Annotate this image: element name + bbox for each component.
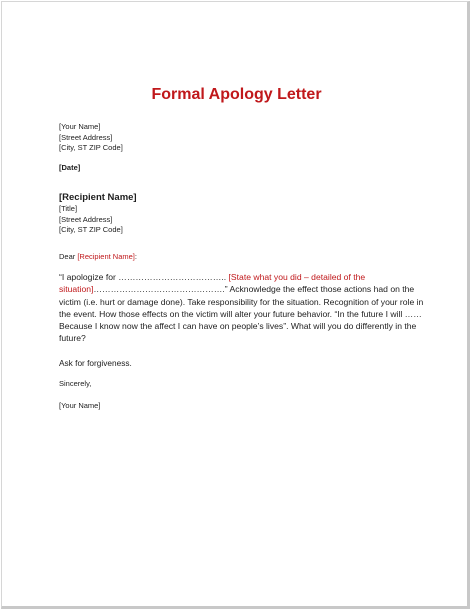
signature-name: [Your Name] [59,401,101,410]
sender-name: [Your Name] [59,122,101,131]
sender-street: [Street Address] [59,132,113,142]
page-title: Formal Apology Letter [151,86,322,103]
recipient-title: [Title] [59,204,78,213]
apology-placeholder: [State what you did – detailed of the situation] [59,272,366,295]
closing: Sincerely, [59,379,92,388]
salutation-colon: : [134,252,137,261]
salutation [59,252,137,263]
apology-text-rest: ……………………………………….” Acknowledge the effect those actions had on the victim (i.e. hurt or damage done). Take responsibility for the situation. Recognition of your role in the event. How those effects on the victim will alter your future behavior. “In the future I will …… Because I know now the affect I can have on people’s lives”. What will you do differently in the future? [59,284,424,344]
letter-page [1,1,470,609]
apology-text-start: “I apologize for ……………………………….. [59,272,229,282]
recipient-address [59,191,137,236]
recipient-street: [Street Address] [59,214,113,224]
forgiveness-line: Ask for forgiveness. [59,358,132,368]
salutation-prefix: Dear [59,252,78,261]
salutation-recipient: [Recipient Name] [77,252,135,261]
sender-address [59,122,123,154]
recipient-city: [City, ST ZIP Code] [59,225,123,235]
apology-paragraph [59,271,434,345]
recipient-name: [Recipient Name] [59,192,137,203]
letter-date: [Date] [59,163,81,172]
sender-city: [City, ST ZIP Code] [59,143,123,153]
